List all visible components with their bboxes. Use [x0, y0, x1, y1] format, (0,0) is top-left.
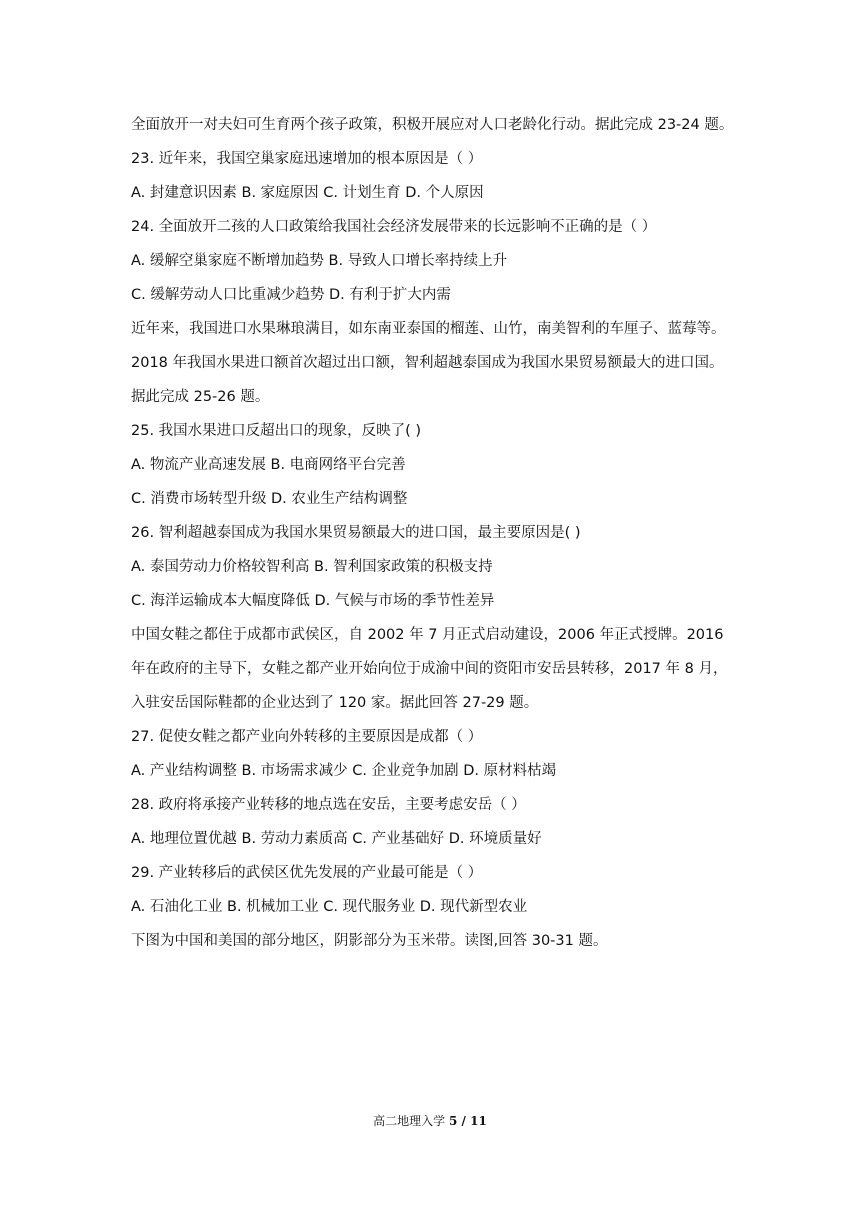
question-24-options-ab: A. 缓解空巢家庭不断增加趋势 B. 导致人口增长率持续上升 — [131, 253, 508, 269]
question-27-options: A. 产业结构调整 B. 市场需求减少 C. 企业竞争加剧 D. 原材料枯竭 — [131, 763, 557, 779]
question-25: 25. 我国水果进口反超出口的现象，反映了( ) — [131, 423, 422, 439]
question-23: 23. 近年来，我国空巢家庭迅速增加的根本原因是（ ） — [131, 151, 483, 167]
footer-page-total: 11 — [470, 1114, 487, 1128]
question-24: 24. 全面放开二孩的人口政策给我国社会经济发展带来的长远影响不正确的是（ ） — [131, 219, 657, 235]
footer-page-number: 5 — [449, 1114, 458, 1128]
question-23-options: A. 封建意识因素 B. 家庭原因 C. 计划生育 D. 个人原因 — [131, 185, 484, 201]
document-body — [131, 108, 741, 958]
intro-text-27-29-line-1: 中国女鞋之都住于成都市武侯区，自 2002 年 7 月正式启动建设，2006 年正式授牌。2016 — [131, 627, 724, 643]
intro-text-27-29-line-3: 入驻安岳国际鞋都的企业达到了 120 家。据此回答 27-29 题。 — [131, 695, 539, 711]
intro-text-25-26-line-1: 近年来，我国进口水果琳琅满目，如东南亚泰国的榴莲、山竹，南美智利的车厘子、蓝莓等。 — [131, 321, 726, 337]
footer-label: 高二地理入学 — [373, 1114, 446, 1128]
question-29: 29. 产业转移后的武侯区优先发展的产业最可能是（ ） — [131, 865, 483, 881]
question-25-options-ab: A. 物流产业高速发展 B. 电商网络平台完善 — [131, 457, 406, 473]
intro-text-30-31: 下图为中国和美国的部分地区，阴影部分为玉米带。读图,回答 30-31 题。 — [131, 933, 608, 949]
question-26-options-cd: C. 海洋运输成本大幅度降低 D. 气候与市场的季节性差异 — [131, 593, 495, 609]
intro-text-25-26-line-3: 据此完成 25-26 题。 — [131, 389, 270, 405]
question-26-options-ab: A. 泰国劳动力价格较智利高 B. 智利国家政策的积极支持 — [131, 559, 493, 575]
question-28-options: A. 地理位置优越 B. 劳动力素质高 C. 产业基础好 D. 环境质量好 — [131, 831, 542, 847]
question-27: 27. 促使女鞋之都产业向外转移的主要原因是成都（ ） — [131, 729, 483, 745]
question-25-options-cd: C. 消费市场转型升级 D. 农业生产结构调整 — [131, 491, 408, 507]
intro-text-25-26-line-2: 2018 年我国水果进口额首次超过出口额，智利超越泰国成为我国水果贸易额最大的进口国。 — [131, 355, 724, 371]
page-footer — [0, 1112, 860, 1129]
question-28: 28. 政府将承接产业转移的地点选在安岳，主要考虑安岳（ ） — [131, 797, 526, 813]
intro-text-23-24: 全面放开一对夫妇可生育两个孩子政策，积极开展应对人口老龄化行动。据此完成 23-24 题。 — [131, 117, 734, 133]
question-26: 26. 智利超越泰国成为我国水果贸易额最大的进口国，最主要原因是( ) — [131, 525, 581, 541]
intro-text-27-29-line-2: 年在政府的主导下，女鞋之都产业开始向位于成渝中间的资阳市安岳县转移，2017 年 8 月， — [131, 661, 728, 677]
question-24-options-cd: C. 缓解劳动人口比重减少趋势 D. 有利于扩大内需 — [131, 287, 451, 303]
question-29-options: A. 石油化工业 B. 机械加工业 C. 现代服务业 D. 现代新型农业 — [131, 899, 528, 915]
footer-separator: / — [457, 1114, 471, 1128]
